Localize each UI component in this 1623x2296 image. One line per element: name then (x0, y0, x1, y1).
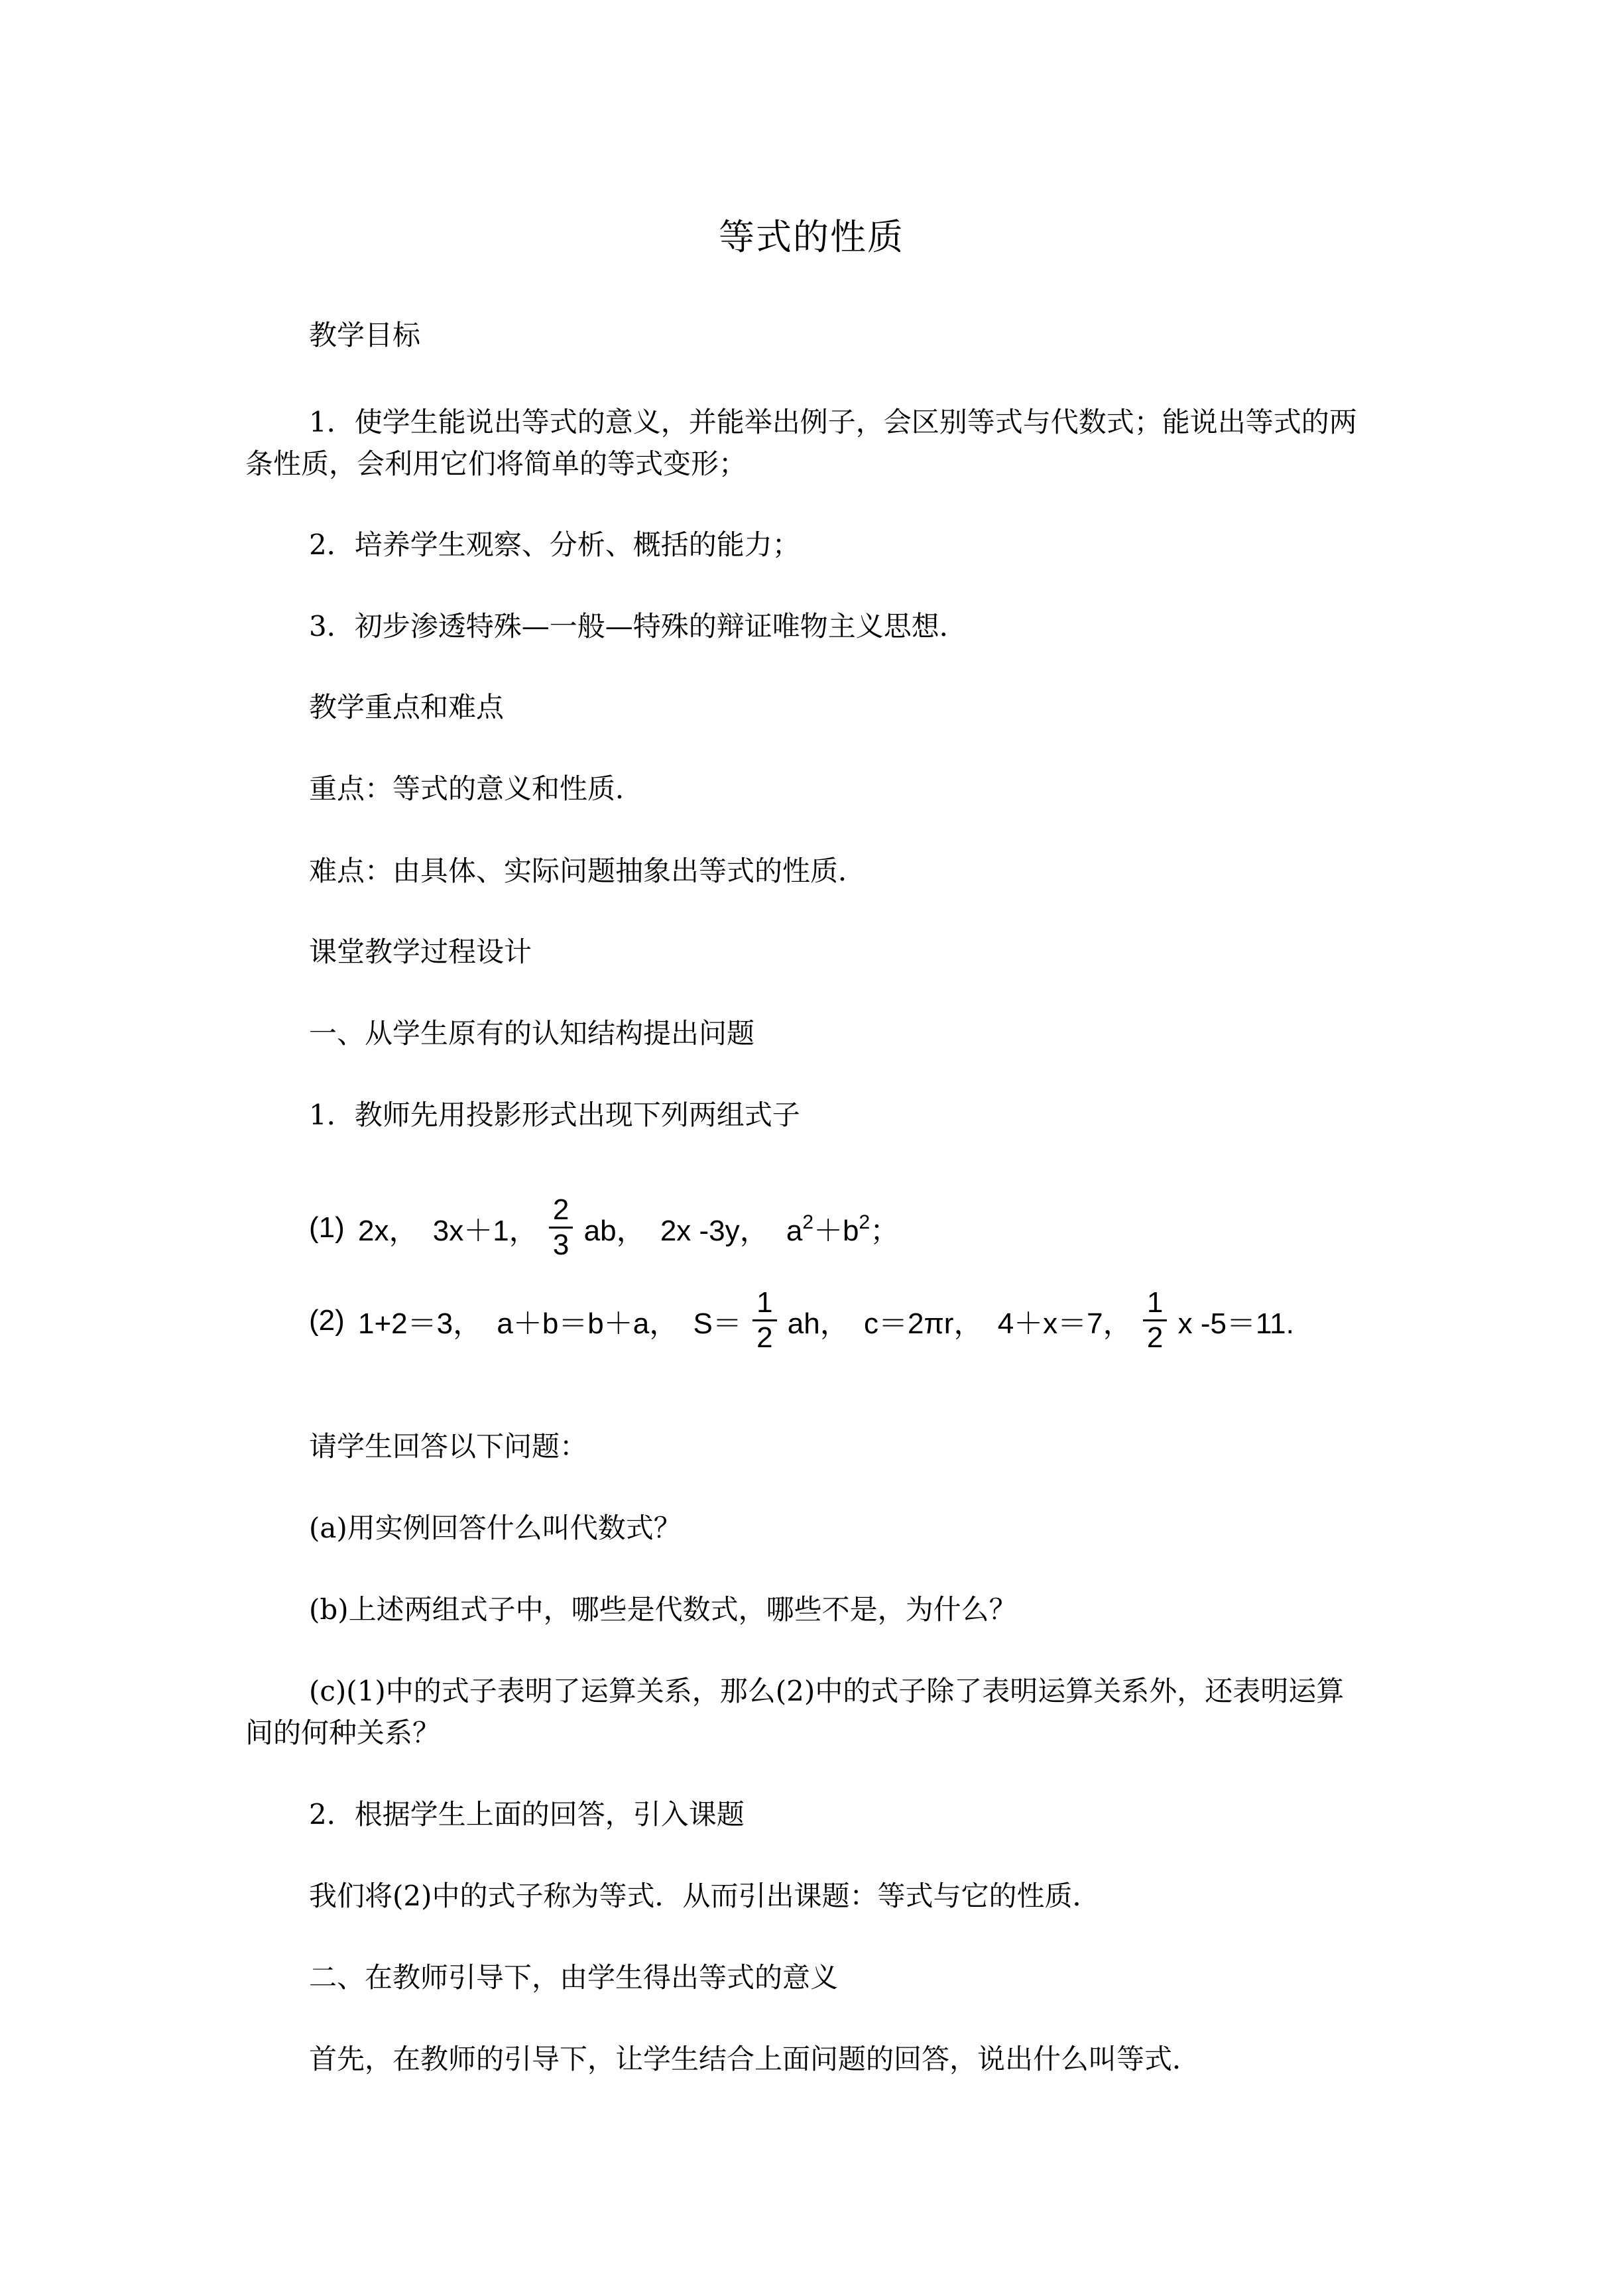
first-paragraph: 首先，在教师的引导下，让学生结合上面问题的回答，说出什么叫等式． (309, 2043, 1201, 2075)
group-1-label: (1) (309, 1211, 345, 1244)
group-2-label: (2) (309, 1303, 345, 1337)
step-1: 1．教师先用投影形式出现下列两组式子 (309, 1099, 800, 1131)
section-1-heading: 一、从学生原有的认知结构提出问题 (309, 1017, 755, 1050)
fraction-two-thirds (549, 1193, 573, 1262)
fraction-denominator: 3 (552, 1229, 570, 1261)
key-points-heading: 教学重点和难点 (309, 691, 505, 723)
fraction-one-half-b (1143, 1286, 1167, 1355)
question-b: (b)上述两组式子中，哪些是代数式，哪些不是，为什么？ (309, 1593, 1017, 1626)
eq-ah: ah， (787, 1307, 849, 1340)
key-point: 重点：等式的意义和性质． (309, 772, 644, 805)
eq-1-plus-2: 1+2＝3， (358, 1307, 483, 1340)
objective-1-line-1: 1．使学生能说出等式的意义，并能举出例子，会区别等式与代数式；能说出等式的两 (309, 406, 1357, 438)
ask-students: 请学生回答以下问题： (309, 1430, 588, 1463)
expr-2x: 2x， (358, 1214, 418, 1247)
eq-circumference: c＝2πr， (863, 1307, 983, 1340)
exponent-a: 2 (802, 1211, 814, 1233)
eq-commutative: a＋b＝b＋a， (497, 1307, 679, 1340)
exponent-b: 2 (859, 1211, 871, 1233)
eq-s-prefix: S＝ (693, 1307, 742, 1340)
eq-4-plus-x: 4＋x＝7， (997, 1307, 1132, 1340)
question-c-line-2: 间的何种关系？ (245, 1717, 441, 1749)
fraction-numerator: 2 (549, 1193, 573, 1229)
fraction-numerator: 1 (752, 1286, 776, 1321)
expr-ab: ab， (583, 1214, 646, 1247)
fraction-one-half-a (752, 1286, 776, 1355)
document-title: 等式的性质 (719, 216, 904, 258)
objective-1-line-2: 条性质，会利用它们将简单的等式变形； (245, 448, 747, 480)
var-a: a (786, 1214, 803, 1247)
objective-2: 2．培养学生观察、分析、概括的能力； (309, 528, 800, 561)
fraction-numerator: 1 (1143, 1286, 1167, 1321)
step-2: 2．根据学生上面的回答，引入课题 (309, 1798, 745, 1831)
section-2-heading: 二、在教师引导下，由学生得出等式的意义 (309, 1961, 839, 1994)
objective-3: 3．初步渗透特殊—一般—特殊的辩证唯物主义思想． (309, 610, 967, 642)
question-c-line-1: (c)(1)中的式子表明了运算关系，那么(2)中的式子除了表明运算关系外，还表明运算 (309, 1675, 1345, 1707)
difficulty: 难点：由具体、实际问题抽象出等式的性质． (309, 855, 867, 887)
expression-group-2 (309, 1286, 1294, 1386)
intro-topic: 我们将(2)中的式子称为等式．从而引出课题：等式与它的性质． (309, 1880, 1101, 1912)
eq-x-minus-5: x -5＝11. (1177, 1307, 1294, 1340)
fraction-denominator: 2 (1146, 1321, 1164, 1354)
expr-2x-minus-3y: 2x -3y， (660, 1214, 769, 1247)
expression-group-1 (309, 1193, 899, 1293)
process-heading: 课堂教学过程设计 (309, 936, 532, 968)
objectives-heading: 教学目标 (309, 319, 421, 351)
semicolon: ； (870, 1214, 900, 1247)
plus-b: ＋b (813, 1214, 859, 1247)
fraction-denominator: 2 (756, 1321, 773, 1354)
question-a: (a)用实例回答什么叫代数式？ (309, 1512, 682, 1544)
expr-a-squared-plus-b-squared (786, 1207, 899, 1249)
expr-3x-plus-1: 3x＋1， (432, 1214, 538, 1247)
